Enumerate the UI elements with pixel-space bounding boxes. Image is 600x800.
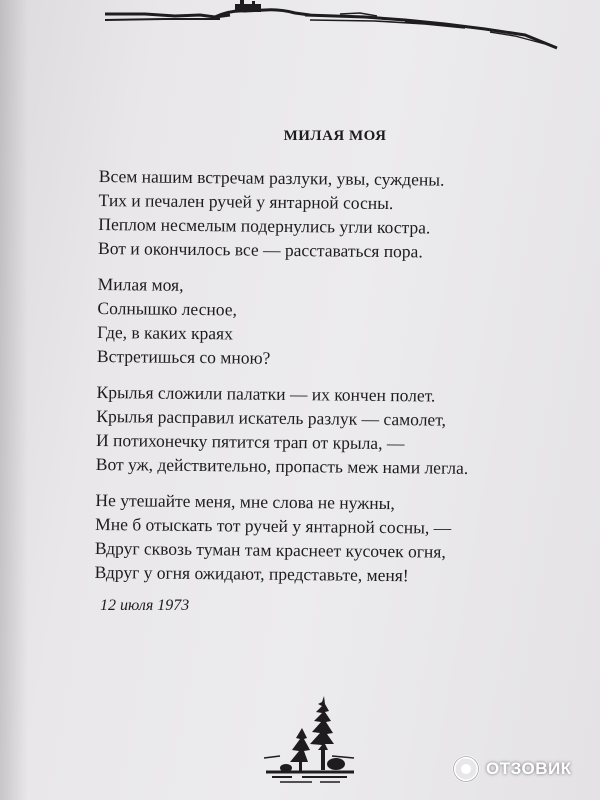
poem-line: Где, в каких краях xyxy=(97,321,234,344)
poem-line: Крылья расправил искатель разлук — самолет, xyxy=(96,405,447,430)
poem-line: Вдруг сквозь туман там краснеет кусочек огня, xyxy=(94,537,446,562)
poem-line: Вдруг у огня ожидают, представьте, меня! xyxy=(94,561,409,586)
poem-body xyxy=(94,164,568,601)
stanza-1 xyxy=(98,164,569,265)
poem-line: Солнышко лесное, xyxy=(97,297,238,320)
page-binding-shadow xyxy=(0,0,28,800)
otzovik-logo-icon xyxy=(452,755,480,783)
poem-line: И потихонечку пятится трап от крыла, — xyxy=(96,429,405,454)
poem-date: 12 июля 1973 xyxy=(100,597,190,614)
poem-line: Встретишься со мною? xyxy=(96,345,271,368)
watermark-text: ОТЗОВИК xyxy=(486,759,572,778)
stanza-4 xyxy=(95,488,566,589)
otzovik-watermark xyxy=(452,752,572,786)
landscape-ridge-icon xyxy=(105,0,560,55)
poem-line: Всем нашим встречам разлуки, увы, суждены. xyxy=(98,165,445,190)
poem-line: Мне б отыскать тот ручей у янтарной сосны, — xyxy=(95,513,452,538)
poem-line: Крылья сложили палатки — их кончен полет. xyxy=(96,381,436,406)
poem-line: Вот уж, действительно, пропасть меж нами легла. xyxy=(95,453,469,478)
poem-line: Не утешайте меня, мне слова не нужны, xyxy=(95,489,395,514)
poem-line: Вот и окончилось все — расставаться пора. xyxy=(98,237,423,262)
stanza-3 xyxy=(96,380,567,481)
poem-line: Тих и печален ручей у янтарной сосны. xyxy=(98,189,394,214)
poem-line: Милая моя, xyxy=(97,273,184,295)
poem-title: МИЛАЯ МОЯ xyxy=(283,128,387,144)
pine-trees-landscape-icon xyxy=(262,688,357,788)
poem-line: Пеплом несмелым подернулись угли костра. xyxy=(98,213,431,238)
stanza-2-refrain xyxy=(97,272,568,373)
